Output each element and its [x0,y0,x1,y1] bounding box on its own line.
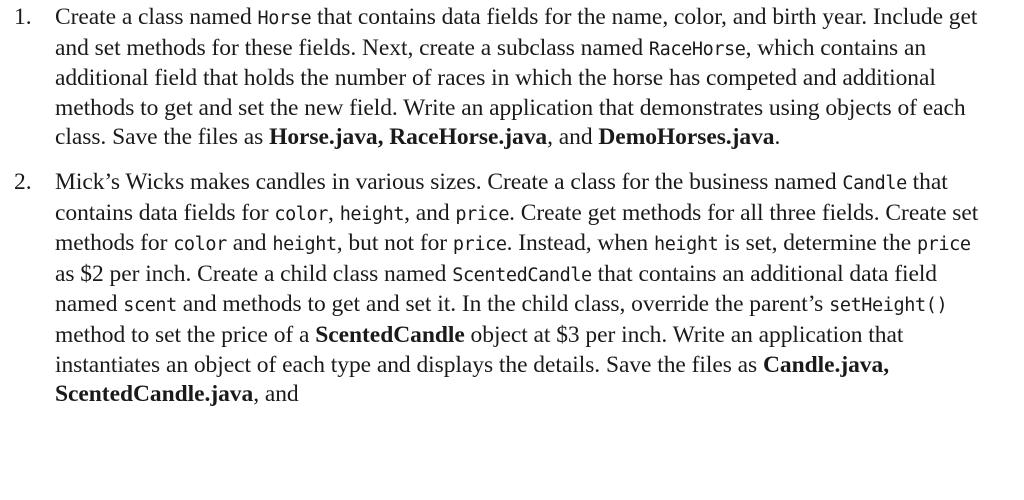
text-run: is set, determine the [718,230,917,257]
exercise-1 [0,3,1024,153]
text-run: , and [253,381,299,408]
code-term: Horse [257,8,312,29]
file-name: DemoHorses.java [598,124,775,151]
text-run: . Instead, when [506,230,654,257]
text-run: , which contains an additional field that holds the number of races in which the horse has competed and additional methods to get and set the new field. Write an application that demonstrates using objects of each class. Save the files as [55,34,966,151]
code-term: price [455,203,510,225]
text-run: and methods to get and set it. In the child class, override the parent’s [176,291,830,318]
text-run: that contains data fields for [55,168,948,226]
text-run: method to set the price of a [55,321,316,348]
text-run: . [774,124,781,151]
text-run: that contains data fields for the name, color, and birth year. Include get and set methods for these fields. Next, create a subclass named [55,4,978,61]
code-term: price [916,234,971,256]
code-term: color [173,234,227,256]
exercise-text [55,3,990,153]
text-run: , [328,199,340,226]
exercise-text [55,168,990,410]
text-run: . Create get methods for all three fields. Create set methods for [55,199,979,257]
exercise-number: 1. [14,4,32,30]
exercise-2 [0,168,1024,410]
text-run: , and [404,199,456,226]
code-term: ScentedCandle [452,264,592,286]
code-term: price [452,234,507,256]
exercise-number: 2. [14,168,32,195]
text-run: as $2 per inch. Create a child class named [55,260,453,287]
code-term: height [653,234,719,256]
text-run: , but not for [336,230,453,257]
code-term: color [274,203,329,225]
code-term: height [272,234,337,256]
code-term: scent [123,295,177,317]
file-name: Horse.java, RaceHorse.java [269,124,548,151]
text-run: that contains an additional data field named [55,260,938,318]
code-term: height [339,203,405,225]
code-term: Candle [842,172,907,194]
text-run: , and [547,124,599,151]
file-name: Candle.java, ScentedCandle.java [55,351,890,408]
text-run: Mick’s Wicks makes candles in various sizes. Create a class for the business named [55,168,843,195]
text-run: and [226,230,273,257]
text-run: object at $3 per inch. Write an application that instantiates an object of each type and displays the details. Save the files as [55,321,904,378]
code-term: RaceHorse [648,38,746,60]
code-term: setHeight() [829,295,948,317]
file-name: ScentedCandle [315,321,465,348]
text-run: Create a class named [55,4,258,30]
